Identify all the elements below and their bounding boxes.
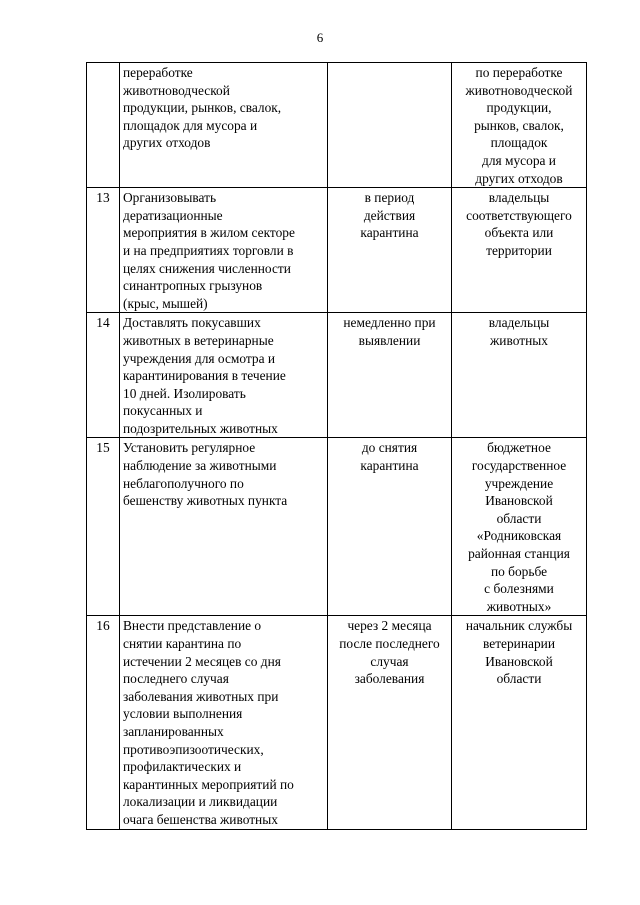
row-number: 14 bbox=[87, 313, 120, 438]
responsible-text: владельцы соответствующего объекта или территории bbox=[452, 188, 587, 313]
measure-text: переработке животноводческой продукции, рынков, свалок, площадок для мусора и других отходов bbox=[120, 63, 328, 188]
term-text bbox=[328, 63, 452, 188]
measures-table bbox=[86, 62, 587, 830]
measure-text: Внести представление о снятии карантина по истечении 2 месяцев со дня последнего случая заболевания животных при условии выполнения запланированных противоэпизоотических, профилактических и карантинных мероприятий по локализации и ликвидации очага бешенства животных bbox=[120, 616, 328, 829]
measure-text: Организовывать дератизационные мероприятия в жилом секторе и на предприятиях торговли в целях снижения численности синантропных грызунов (крыс, мышей) bbox=[120, 188, 328, 313]
page-number: 6 bbox=[316, 30, 324, 45]
row-number bbox=[87, 63, 120, 188]
responsible-text: владельцы животных bbox=[452, 313, 587, 438]
term-text: через 2 месяца после последнего случая заболевания bbox=[328, 616, 452, 829]
measure-text: Доставлять покусавших животных в ветеринарные учреждения для осмотра и карантинирования в течение 10 дней. Изолировать покусанных и подозрительных животных bbox=[120, 313, 328, 438]
row-number: 15 bbox=[87, 438, 120, 616]
term-text: до снятия карантина bbox=[328, 438, 452, 616]
measure-text: Установить регулярное наблюдение за животными неблагополучного по бешенству животных пункта bbox=[120, 438, 328, 616]
table-row bbox=[87, 63, 587, 188]
row-number: 16 bbox=[87, 616, 120, 829]
term-text: в период действия карантина bbox=[328, 188, 452, 313]
responsible-text: начальник службы ветеринарии Ивановской области bbox=[452, 616, 587, 829]
table-row bbox=[87, 616, 587, 829]
table-row bbox=[87, 188, 587, 313]
responsible-text: бюджетное государственное учреждение Ивановской области «Родниковская районная станция по борьбе с болезнями животных» bbox=[452, 438, 587, 616]
row-number: 13 bbox=[87, 188, 120, 313]
table-row bbox=[87, 438, 587, 616]
responsible-text: по переработке животноводческой продукции, рынков, свалок, площадок для мусора и других отходов bbox=[452, 63, 587, 188]
table-row bbox=[87, 313, 587, 438]
term-text: немедленно при выявлении bbox=[328, 313, 452, 438]
